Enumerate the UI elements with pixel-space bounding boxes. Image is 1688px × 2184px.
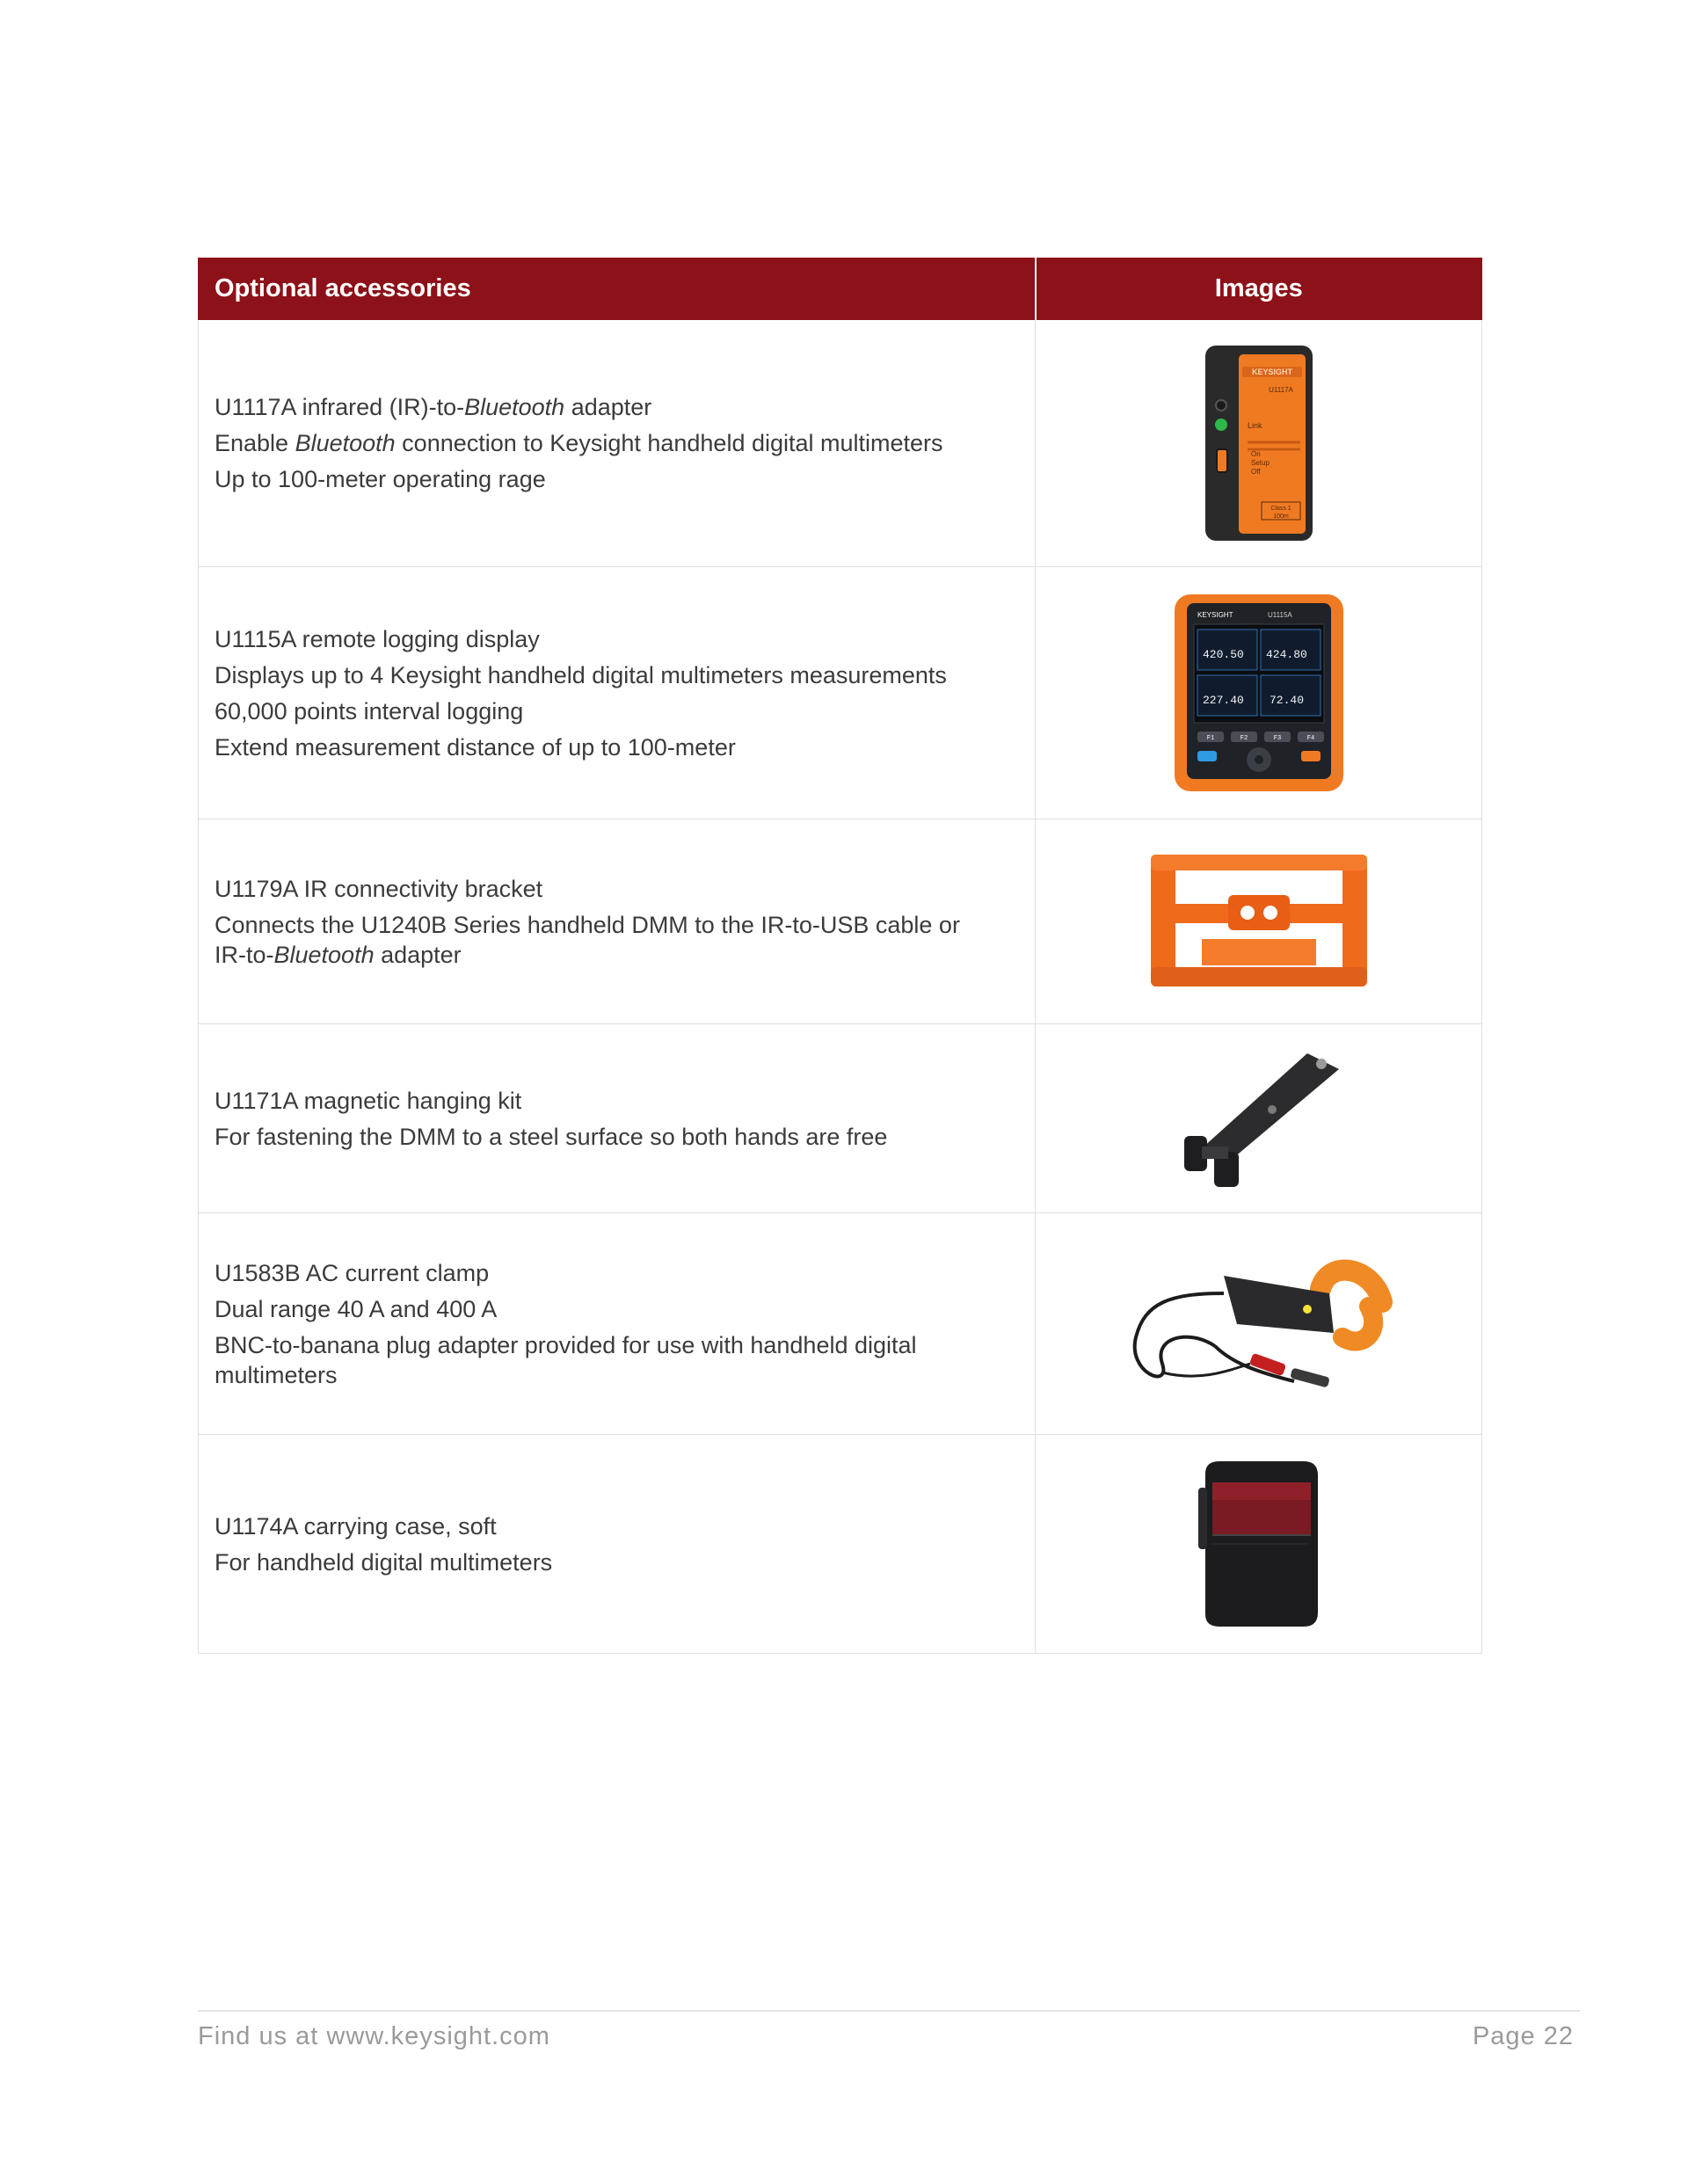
- accessory-title: U1171A magnetic hanging kit: [215, 1087, 522, 1114]
- accessory-description: [199, 1213, 1036, 1435]
- ir-bluetooth-adapter-icon: [1202, 344, 1316, 542]
- accessory-title: U1174A carrying case, soft: [215, 1512, 497, 1540]
- svg-text:72.40: 72.40: [1269, 694, 1304, 707]
- magnetic-hanging-kit-icon: [1175, 1048, 1342, 1189]
- accessory-detail: For fastening the DMM to a steel surface so both hands are free: [215, 1123, 888, 1150]
- remote-logging-display-icon: [1171, 591, 1347, 795]
- svg-text:Setup: Setup: [1250, 459, 1270, 467]
- accessory-description: [199, 567, 1036, 819]
- svg-text:F1: F1: [1206, 735, 1214, 742]
- accessories-table: [198, 258, 1482, 1654]
- table-row: [199, 1213, 1482, 1435]
- accessory-detail: 60,000 points interval logging: [215, 697, 524, 724]
- svg-text:420.50: 420.50: [1202, 648, 1244, 661]
- accessory-detail: Enable Bluetooth connection to Keysight handheld digital multimeters: [215, 430, 943, 456]
- ac-current-clamp-icon: [1118, 1241, 1400, 1408]
- accessory-title: U1117A infrared (IR)-to-Bluetooth adapter: [215, 394, 652, 420]
- svg-text:Class 1: Class 1: [1270, 506, 1291, 512]
- svg-text:424.80: 424.80: [1265, 648, 1307, 661]
- accessory-detail: multimeters: [215, 1361, 338, 1388]
- accessory-description: [199, 1024, 1036, 1213]
- accessory-description: [199, 320, 1036, 567]
- accessory-description: [199, 819, 1036, 1024]
- table-row: [199, 1024, 1482, 1213]
- accessory-image-cell: [1036, 819, 1482, 1024]
- svg-text:KEYSIGHT: KEYSIGHT: [1251, 368, 1292, 376]
- footer-website: Find us at www.keysight.com: [198, 2022, 550, 2050]
- accessory-image-cell: [1036, 320, 1482, 567]
- svg-text:On: On: [1250, 450, 1261, 458]
- svg-text:F2: F2: [1240, 735, 1248, 742]
- soft-carrying-case-icon: [1193, 1456, 1325, 1632]
- accessory-detail: Dual range 40 A and 400 A: [215, 1295, 498, 1322]
- table-row: [199, 1435, 1482, 1654]
- accessory-image-cell: [1036, 567, 1482, 819]
- svg-text:F4: F4: [1306, 735, 1314, 742]
- svg-text:227.40: 227.40: [1202, 694, 1244, 707]
- accessory-detail: Connects the U1240B Series handheld DMM to the IR-to-USB cable or: [215, 911, 960, 938]
- ir-connectivity-bracket-icon: [1149, 851, 1369, 992]
- accessory-image-cell: [1036, 1213, 1482, 1435]
- accessory-title: U1115A remote logging display: [215, 625, 540, 652]
- accessory-image-cell: [1036, 1024, 1482, 1213]
- accessory-title: U1583B AC current clamp: [215, 1259, 490, 1286]
- page-number: Page 22: [1472, 2022, 1574, 2050]
- header-images: Images: [1036, 258, 1482, 320]
- accessory-description: [199, 1435, 1036, 1654]
- svg-text:KEYSIGHT: KEYSIGHT: [1197, 611, 1233, 619]
- accessory-title: U1179A IR connectivity bracket: [215, 875, 543, 902]
- header-optional-accessories: Optional accessories: [199, 258, 1036, 320]
- accessory-detail: Extend measurement distance of up to 100-meter: [215, 733, 736, 761]
- table-row: [199, 819, 1482, 1024]
- table-row: [199, 320, 1482, 567]
- svg-text:F3: F3: [1273, 735, 1281, 742]
- accessory-image-cell: [1036, 1435, 1482, 1654]
- accessory-detail: IR-to-Bluetooth adapter: [215, 941, 462, 968]
- svg-text:U1117A: U1117A: [1268, 386, 1293, 394]
- svg-text:Link: Link: [1247, 421, 1262, 430]
- footer-divider: [198, 2010, 1580, 2012]
- table-row: [199, 567, 1482, 819]
- svg-text:100m: 100m: [1272, 513, 1289, 520]
- svg-text:Off: Off: [1250, 468, 1261, 476]
- accessory-detail: BNC-to-banana plug adapter provided for use with handheld digital: [215, 1331, 917, 1358]
- accessory-detail: For handheld digital multimeters: [215, 1548, 553, 1576]
- table-header-row: [199, 258, 1482, 320]
- svg-text:U1115A: U1115A: [1267, 611, 1292, 619]
- accessory-detail: Displays up to 4 Keysight handheld digital multimeters measurements: [215, 661, 947, 688]
- accessory-detail: Up to 100-meter operating rage: [215, 466, 546, 492]
